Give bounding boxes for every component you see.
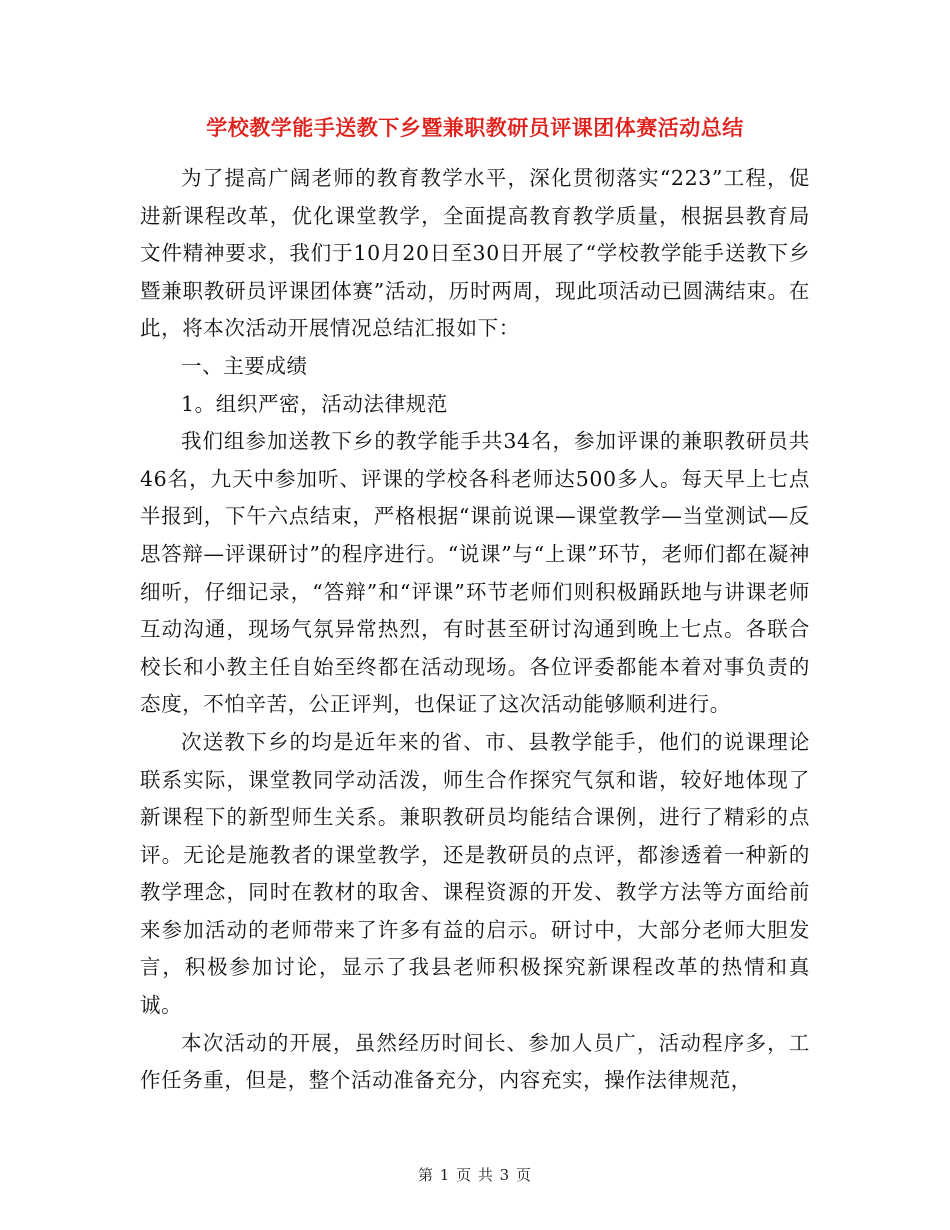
subsection-heading-organization: 1。组织严密，活动法律规范 xyxy=(181,391,448,416)
paragraph-activity-summary: 本次活动的开展，虽然经历时间长、参加人员广，活动程序多，工作任务重，但是，整个活动准备充分，内容充实，操作法律规范， xyxy=(140,1030,810,1093)
document-body xyxy=(140,160,810,1100)
paragraph-teaching-quality: 次送教下乡的均是近年来的省、市、县教学能手，他们的说课理论联系实际，课堂教同学动活泼，师生合作探究气氛和谐，较好地体现了新课程下的新型师生关系。兼职教研员均能结合课例，进行了精彩的点评。无论是施教者的课堂教学，还是教研员的点评，都渗透着一种新的教学理念，同时在教材的取舍、课程资源的开发、教学方法等方面给前来参加活动的老师带来了许多有益的启示。研讨中，大部分老师大胆发言，积极参加讨论，显示了我县老师积极探究新课程改革的热情和真诚。 xyxy=(140,729,810,1018)
page-number-footer: 第 1 页 共 3 页 xyxy=(418,1166,532,1184)
section-heading-main-achievements: 一、主要成绩 xyxy=(181,353,308,378)
paragraph-participants: 我们组参加送教下乡的教学能手共34名，参加评课的兼职教研员共46名，九天中参加听、评课的学校各科老师达500多人。每天早上七点半报到，下午六点结束，严格根据“课前说课—课堂教学—当堂测试—反思答辩—评课研讨”的程序进行。“说课”与“上课”环节，老师们都在凝神细听，仔细记录，“答辩”和“评课”环节老师们则积极踊跃地与讲课老师互动沟通，现场气氛异常热烈，有时甚至研讨沟通到晚上七点。各联合校长和小教主任自始至终都在活动现场。各位评委都能本着对事负责的态度，不怕辛苦，公正评判，也保证了这次活动能够顺利进行。 xyxy=(140,429,810,717)
paragraph-intro: 为了提高广阔老师的教育教学水平，深化贯彻落实“223”工程，促进新课程改革，优化课堂教学，全面提高教育教学质量，根据县教育局文件精神要求，我们于10月20日至30日开展了“学校教学能手送教下乡暨兼职教研员评课团体赛”活动，历时两周，现此项活动已圆满结束。在此，将本次活动开展情况总结汇报如下： xyxy=(140,166,810,341)
document-title: 学校教学能手送教下乡暨兼职教研员评课团体赛活动总结 xyxy=(206,115,744,140)
